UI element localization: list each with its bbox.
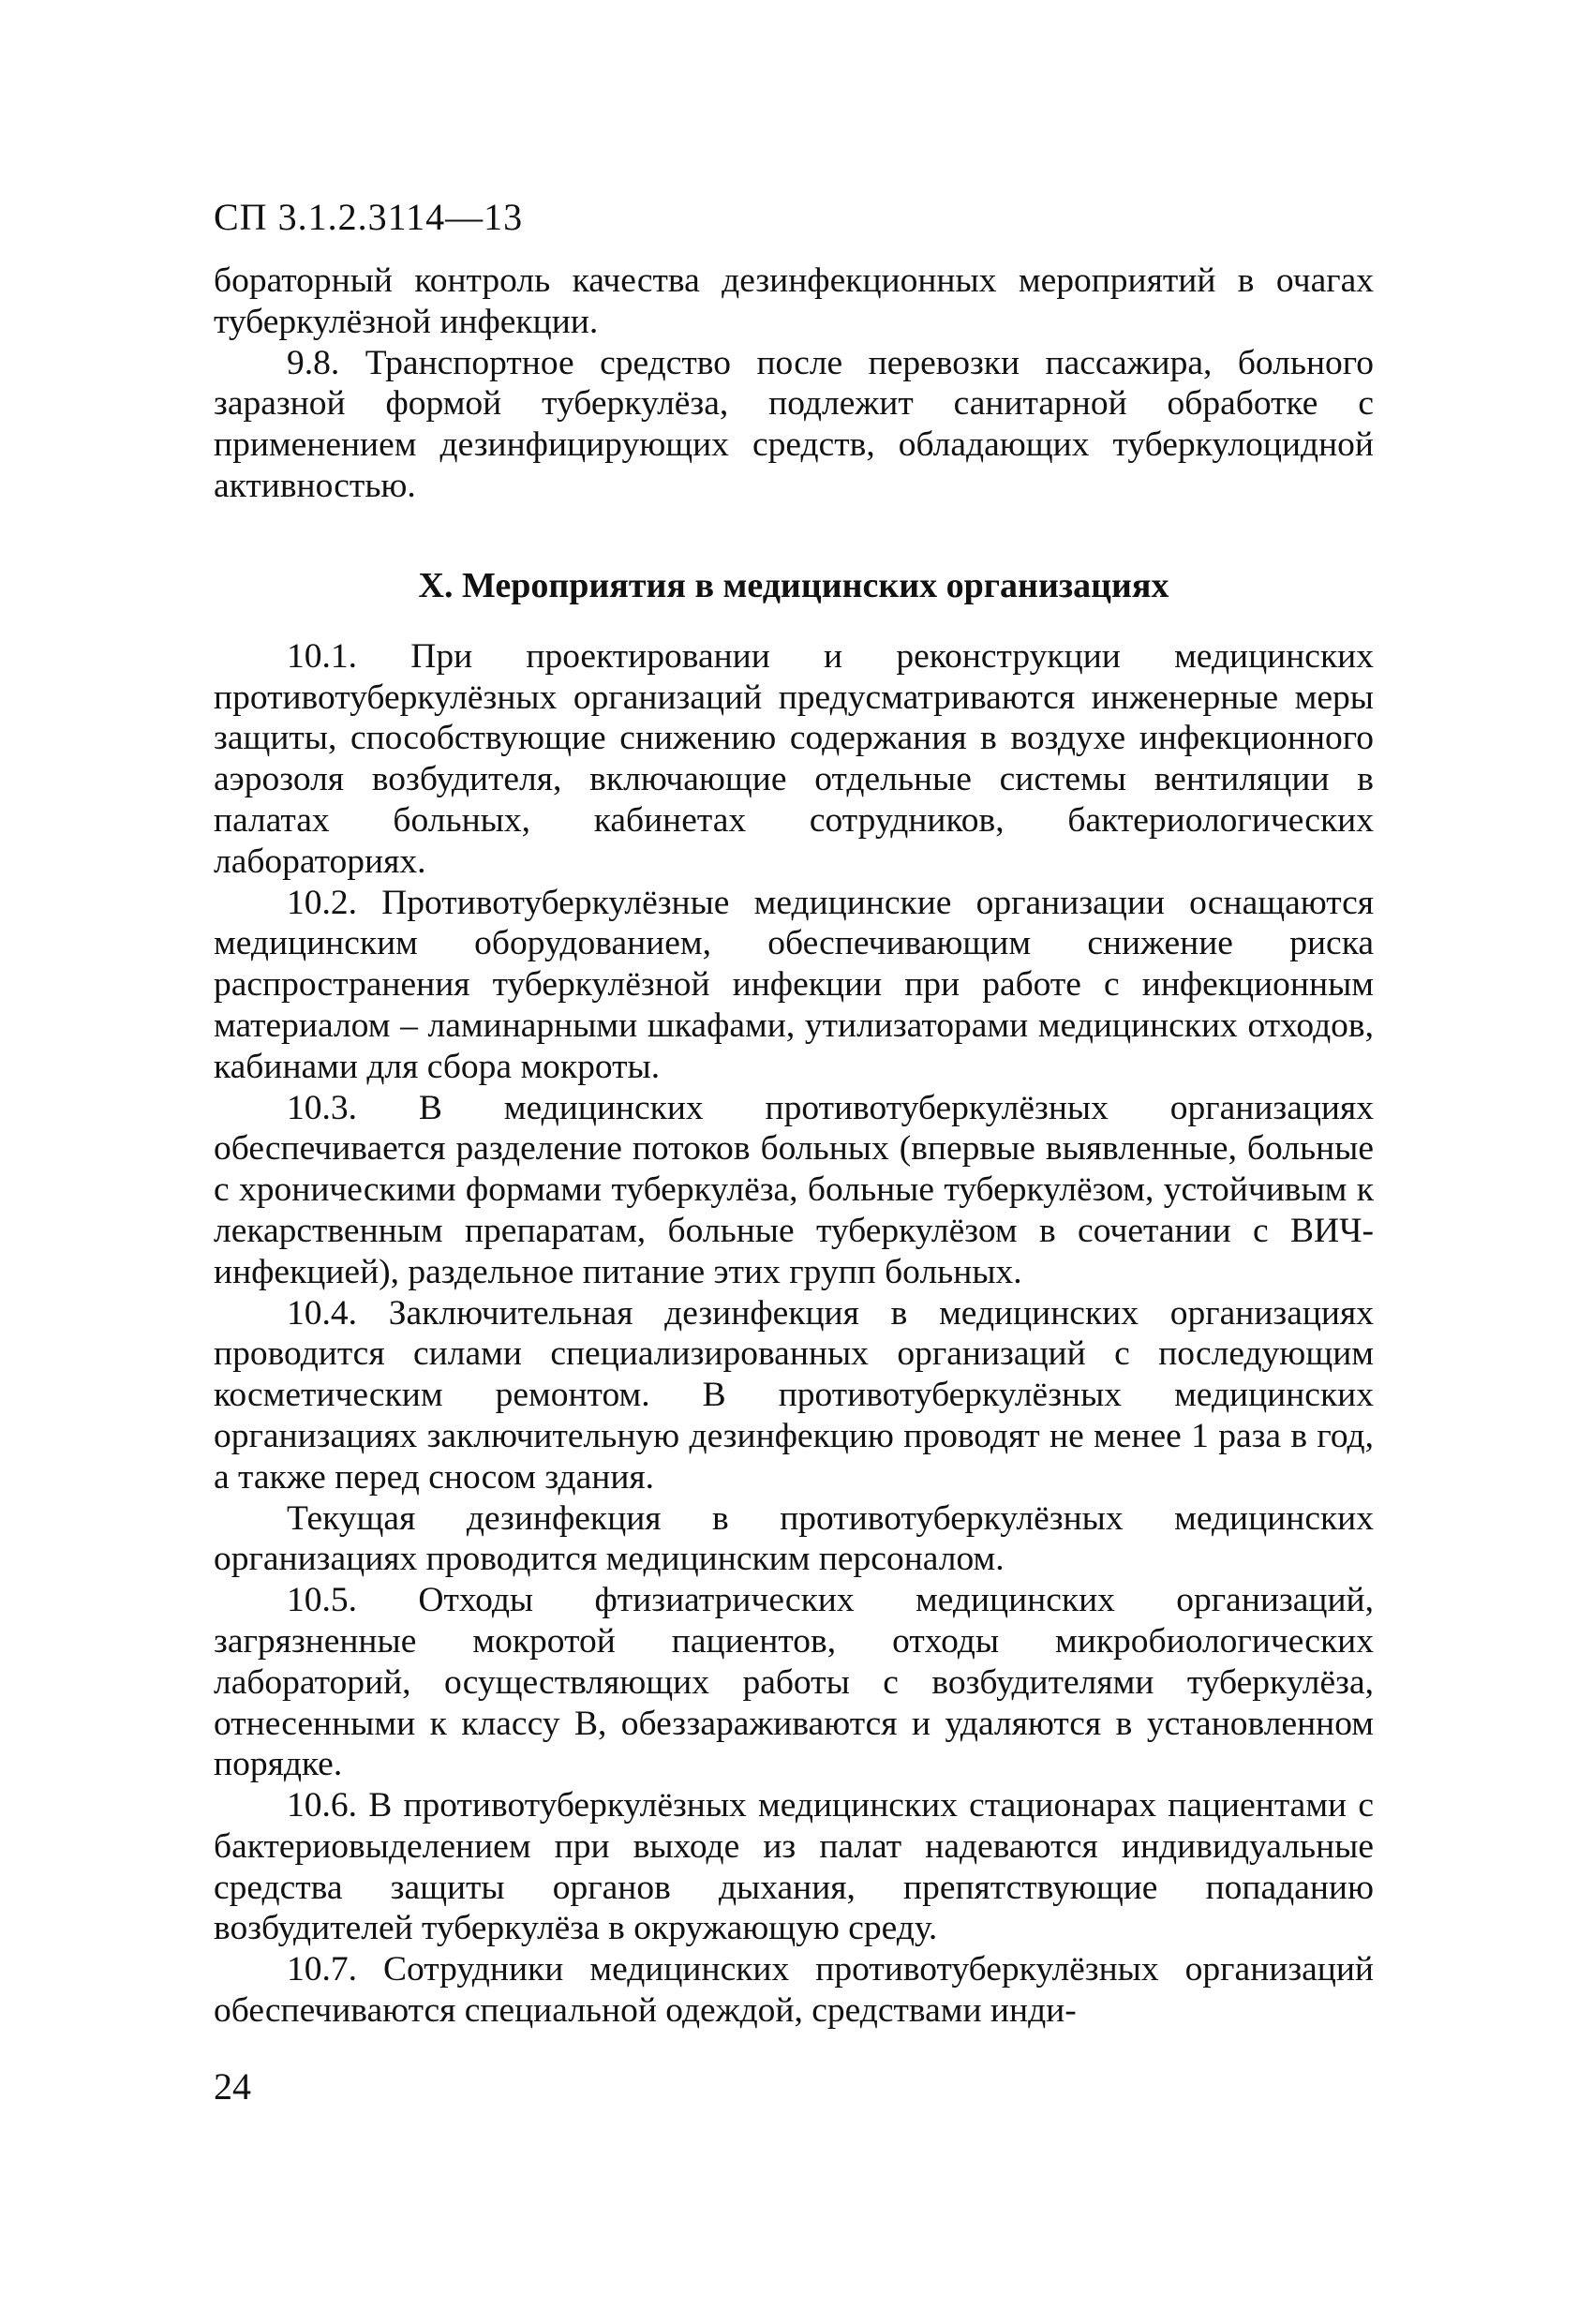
running-head: СП 3.1.2.3114—13 bbox=[214, 196, 524, 238]
paragraph-10-1: 10.1. При проектировании и реконструкции медицинских противотуберкулёзных организаций предусматриваются инженерные меры защиты, способствующие снижению содержания в воздухе инфекционного аэрозоля возбудителя, включающие отдельные системы вентиляции в палатах больных, кабинетах сотрудников, бактериологических лабораториях. bbox=[214, 636, 1374, 881]
paragraph-10-4: 10.4. Заключительная дезинфекция в медицинских организациях проводится силами специализированных организаций с последующим косметическим ремонтом. В противотуберкулёзных медицинских организациях заключительную дезинфекцию проводят не менее 1 раза в год, а также перед сносом здания. bbox=[214, 1293, 1374, 1497]
page-body bbox=[214, 261, 1374, 2032]
paragraph-10-5: 10.5. Отходы фтизиатрических медицинских организаций, загрязненные мокротой пациентов, отходы микробиологических лабораторий, осуществляющих работы с возбудителями туберкулёза, отнесенными к классу В, обеззараживаются и удаляются в установленном порядке. bbox=[214, 1581, 1374, 1784]
paragraph-10-7: 10.7. Сотрудники медицинских противотуберкулёзных организаций обеспечиваются специальной одеждой, средствами инди- bbox=[214, 1950, 1374, 2031]
paragraph-9-8: 9.8. Транспортное средство после перевозки пассажира, больного заразной формой туберкулёза, подлежит санитарной обработке с применением дезинфицирующих средств, обладающих туберкулоцидной активностью. bbox=[214, 343, 1374, 505]
paragraph-continuation: бораторный контроль качества дезинфекционных мероприятий в очагах туберкулёзной инфекции. bbox=[214, 261, 1374, 341]
paragraph-10-3: 10.3. В медицинских противотуберкулёзных организациях обеспечивается разделение потоков больных (впервые выявленные, больные с хроническими формами туберкулёза, больные туберкулёзом, устойчивым к лекарственным препаратам, больные туберкулёзом в сочетании с ВИЧ-инфекцией), раздельное питание этих групп больных. bbox=[214, 1088, 1374, 1291]
section-title: X. Мероприятия в медицинских организациях bbox=[418, 565, 1169, 605]
paragraph-10-2: 10.2. Противотуберкулёзные медицинские организации оснащаются медицинским оборудованием, обеспечивающим снижение риска распространения туберкулёзной инфекции при работе с инфекционным материалом – ламинарными шкафами, утилизаторами медицинских отходов, кабинами для сбора мокроты. bbox=[214, 883, 1374, 1086]
page-number: 24 bbox=[214, 2065, 251, 2108]
paragraph-10-6: 10.6. В противотуберкулёзных медицинских стационарах пациентами с бактериовыделением при выходе из палат надеваются индивидуальные средства защиты органов дыхания, препятствующие попаданию возбудителей туберкулёза в окружающую среду. bbox=[214, 1786, 1374, 1948]
paragraph-10-4-continuation: Текущая дезинфекция в противотуберкулёзных медицинских организациях проводится медицинским персоналом. bbox=[214, 1498, 1374, 1579]
